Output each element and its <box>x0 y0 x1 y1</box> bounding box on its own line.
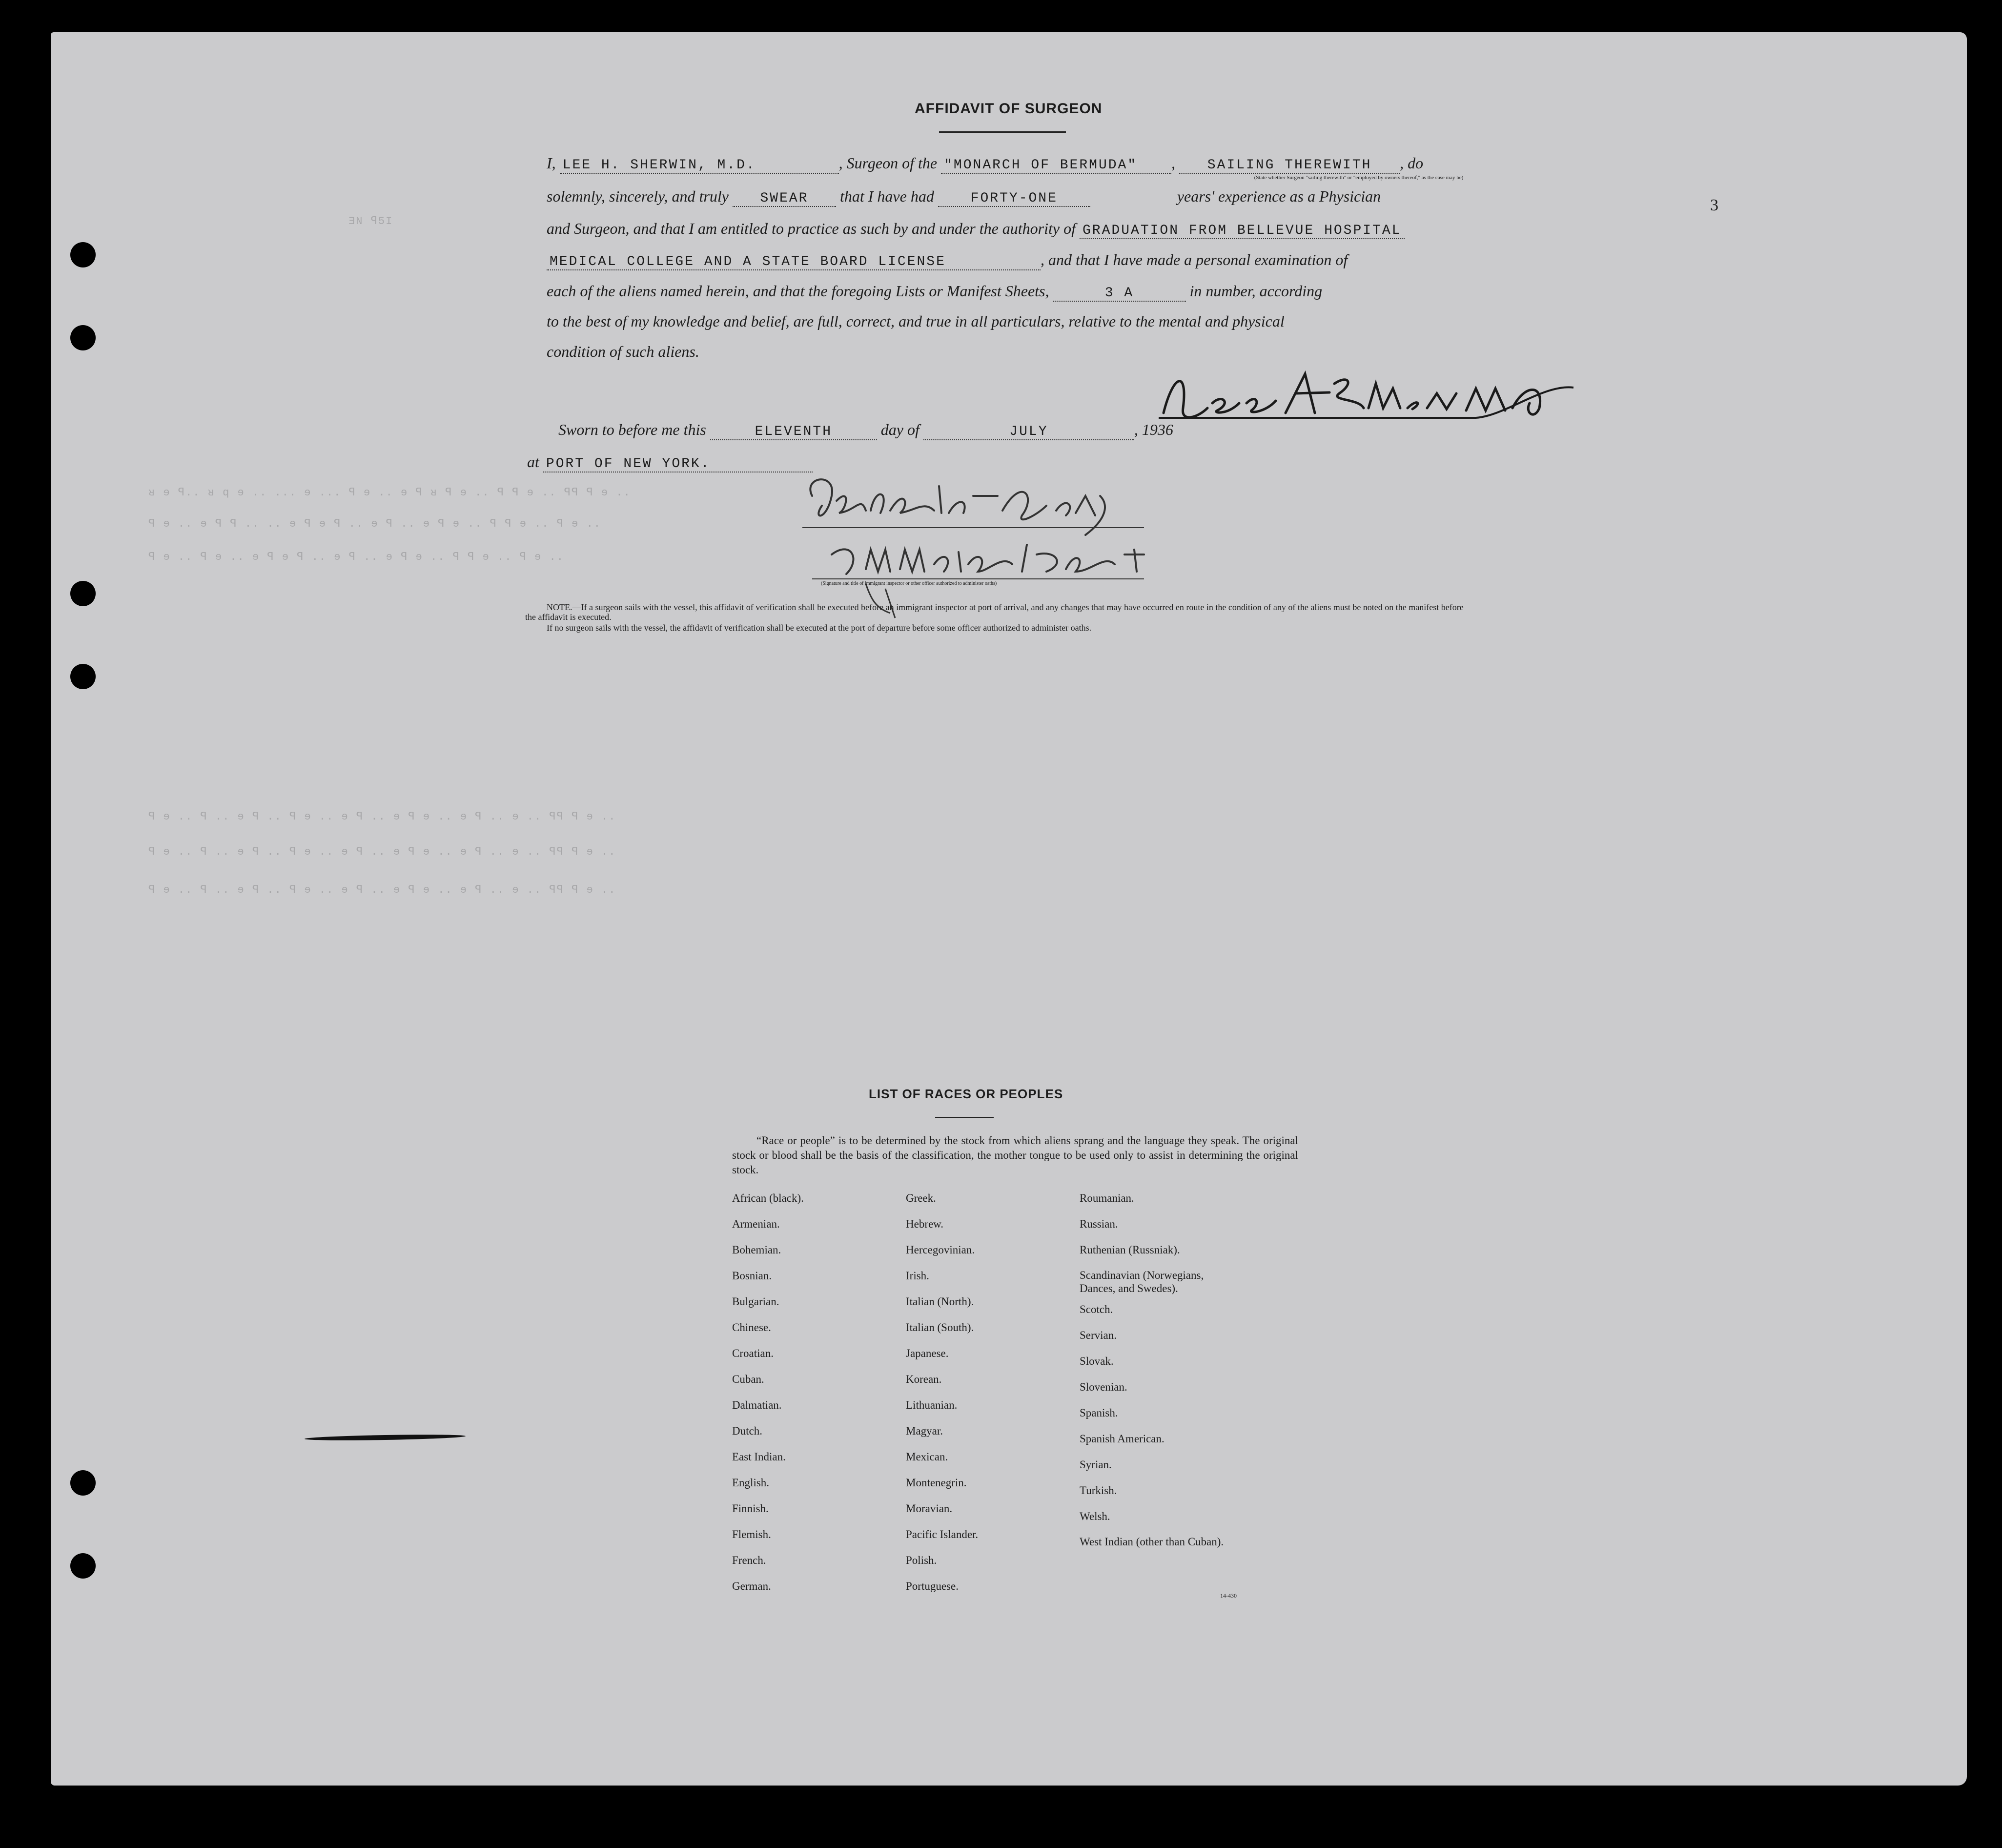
surgeon-status-field: SAILING THEREWITH <box>1179 158 1400 174</box>
race-item: African (black). <box>732 1192 804 1204</box>
affidavit-note-2: If no surgeon sails with the vessel, the affidavit of verification shall be executed at the port of departure before some officer authorized to administer oaths. <box>547 623 1092 633</box>
place-field: PORT OF NEW YORK. <box>543 456 813 472</box>
authority-field-2: MEDICAL COLLEGE AND A STATE BOARD LICENSE <box>547 254 1041 270</box>
race-item: Portuguese. <box>906 1580 959 1592</box>
text-fragment: , and that I have made a personal examination of <box>1041 251 1348 268</box>
races-intro: “Race or people” is to be determined by the stock from which aliens sprang and the language they speak. The original stock or blood shall be the basis of the classification, the mother tongue to be used only to assist in determining the original stock. <box>732 1134 1298 1176</box>
race-item: Italian (South). <box>906 1321 974 1334</box>
race-item: Dalmatian. <box>732 1399 782 1411</box>
title-rule <box>939 131 1066 133</box>
race-item: Cuban. <box>732 1373 764 1385</box>
race-item: Slovak. <box>1080 1355 1114 1367</box>
bleed-through: ꟼ ɘ .. ꟼ .. ɘ ꟼ .. ꟼ ɘ .. ɘ ꟼ .. ɘ ꟼ ɘ .. ɘ ꟼ .. ɘ .. ꟼꟼ ꟼ ɘ .. <box>148 811 616 823</box>
race-item: Chinese. <box>732 1321 771 1334</box>
race-item: Croatian. <box>732 1347 774 1359</box>
status-note: (State whether Surgeon "sailing therewith" or "employed by owners thereof," as the case may be) <box>1254 175 1464 181</box>
race-item: Magyar. <box>906 1425 943 1437</box>
document-page <box>51 32 1967 1786</box>
race-item: West Indian (other than Cuban). <box>1080 1536 1224 1548</box>
race-item: Moravian. <box>906 1502 953 1515</box>
race-item: Welsh. <box>1080 1510 1110 1522</box>
text-fragment: in number, according <box>1189 282 1323 300</box>
affidavit-line-6: to the best of my knowledge and belief, are full, correct, and true in all particulars, relative to the mental and physical <box>547 312 1285 330</box>
affidavit-line-5 <box>547 282 1322 302</box>
officer-caption: (Signature and title of immigrant inspector or other officer authorized to administer oaths) <box>821 581 997 586</box>
bleed-through: ꟼ ɘ .. ɘ ꟼ ꟼ .. .. ɘ ꟼ ɘ ꟼ .. ɘ ꟼ .. ɘ ꟼ ɘ .. ꟼ ꟼ ɘ .. ꟼ ɘ .. <box>148 518 601 530</box>
race-item: Ruthenian (Russniak). <box>1080 1244 1180 1256</box>
race-item: Spanish American. <box>1080 1433 1164 1445</box>
authority-field-1: GRADUATION FROM BELLEVUE HOSPITAL <box>1080 223 1405 239</box>
years-field: FORTY-ONE <box>938 191 1090 207</box>
page-number: 3 <box>1710 196 1718 214</box>
affidavit-line-1: I, LEE H. SHERWIN, M.D. , Surgeon of the "MONARCH OF BERMUDA" , SAILING THEREWITH , do <box>547 154 1424 173</box>
race-item: Spanish. <box>1080 1407 1118 1419</box>
race-item: Dutch. <box>732 1425 762 1437</box>
binder-hole <box>70 242 96 267</box>
race-item: Servian. <box>1080 1329 1117 1341</box>
race-item: Montenegrin. <box>906 1477 967 1489</box>
text-fragment: and Surgeon, and that I am entitled to practice as such by and under the authority of <box>547 220 1076 237</box>
races-column-2 <box>906 1185 978 1599</box>
text-fragment: I, <box>547 154 556 172</box>
bleed-through: ᴚ ɘ ꟼ.. ᴚ q ɘ .. ... ɘ ... ꟼ ɘ .. ɘ ꟼ ᴚ ꟼ ɘ .. ꟼ ꟼ ɘ .. ꟼꟼ ꟼ ɘ .. <box>148 487 631 499</box>
text-fragment: , do <box>1400 154 1424 172</box>
race-item: Turkish. <box>1080 1484 1117 1497</box>
binder-hole <box>70 1553 96 1579</box>
surgeon-name-field: LEE H. SHERWIN, M.D. <box>560 158 839 174</box>
binder-hole <box>70 581 96 606</box>
text-fragment: solemnly, sincerely, and truly <box>547 187 729 205</box>
race-item: Mexican. <box>906 1451 948 1463</box>
text-fragment: years' experience as a Physician <box>1177 187 1381 205</box>
binder-hole <box>70 1470 96 1496</box>
race-item: Korean. <box>906 1373 942 1385</box>
race-item: Bosnian. <box>732 1270 772 1282</box>
race-item: Hebrew. <box>906 1218 944 1230</box>
race-item: German. <box>732 1580 771 1592</box>
race-item: Roumanian. <box>1080 1192 1134 1204</box>
month-field: JULY <box>923 424 1134 440</box>
affidavit-title: AFFIDAVIT OF SURGEON <box>915 101 1103 117</box>
race-item: Irish. <box>906 1270 929 1282</box>
race-item: Pacific Islander. <box>906 1528 979 1540</box>
race-item: Syrian. <box>1080 1458 1112 1471</box>
text-fragment: at <box>527 453 539 471</box>
race-item: Finnish. <box>732 1502 769 1515</box>
race-item: Scandinavian (Norwegians, Dances, and Swedes). <box>1080 1269 1204 1294</box>
races-column-3 <box>1080 1185 1241 1548</box>
oath-field: SWEAR <box>733 191 836 207</box>
race-item: Russian. <box>1080 1218 1118 1230</box>
text-fragment: Sworn to before me this <box>558 421 706 438</box>
affidavit-line-4 <box>547 251 1348 270</box>
form-number: 14-430 <box>1220 1592 1237 1599</box>
race-item: Bulgarian. <box>732 1295 779 1308</box>
race-item: Hercegovinian. <box>906 1244 975 1256</box>
affidavit-note-1: NOTE.—If a surgeon sails with the vessel, this affidavit of verification shall be executed before an immigrant inspector at port of arrival, and any changes that may have occurred en route in the condition of any of the aliens must be noted on the manifest before the affidavit is executed. <box>525 602 1464 622</box>
text-fragment: day of <box>880 421 919 438</box>
ship-name-field: "MONARCH OF BERMUDA" <box>941 158 1171 174</box>
at-line <box>527 453 813 472</box>
text-fragment: that I have had <box>839 187 934 205</box>
binder-hole <box>70 664 96 689</box>
surgeon-signature <box>1154 354 1583 437</box>
text-fragment: each of the aliens named herein, and that the foregoing Lists or Manifest Sheets, <box>547 282 1049 300</box>
race-item: Slovenian. <box>1080 1381 1127 1393</box>
affidavit-line-7: condition of such aliens. <box>547 343 699 360</box>
races-title: LIST OF RACES OR PEOPLES <box>869 1087 1063 1101</box>
text-fragment: , 19 <box>1134 421 1158 438</box>
race-item: Polish. <box>906 1554 937 1566</box>
affidavit-line-3 <box>547 220 1405 239</box>
race-item: Bohemian. <box>732 1244 781 1256</box>
binder-hole <box>70 325 96 350</box>
day-field: ELEVENTH <box>710 424 877 440</box>
bleed-through: ꟼ ɘ .. ꟼ .. ɘ ꟼ .. ꟼ ɘ .. ɘ ꟼ .. ɘ ꟼ ɘ .. ɘ ꟼ .. ɘ .. ꟼꟼ ꟼ ɘ .. <box>148 884 616 896</box>
races-title-rule <box>935 1117 994 1118</box>
bleed-through: ƎN ꟼ5I <box>348 215 393 227</box>
race-item: English. <box>732 1477 770 1489</box>
race-item: Lithuanian. <box>906 1399 958 1411</box>
races-column-1 <box>732 1185 804 1599</box>
race-item: East Indian. <box>732 1451 786 1463</box>
race-item: Greek. <box>906 1192 936 1204</box>
ink-smudge <box>305 1434 466 1441</box>
race-item: Japanese. <box>906 1347 949 1359</box>
bleed-through: ꟼ ɘ .. ꟼ ɘ .. ɘ ꟼ ɘ ꟼ .. ɘ ꟼ .. ɘ ꟼ ɘ .. ꟼ ꟼ ɘ .. ꟼ ɘ .. <box>148 551 564 563</box>
sworn-line <box>558 421 1173 440</box>
race-item: Scotch. <box>1080 1303 1113 1315</box>
affidavit-line-2 <box>547 187 1381 207</box>
race-item: Flemish. <box>732 1528 771 1540</box>
bleed-through: ꟼ ɘ .. ꟼ .. ɘ ꟼ .. ꟼ ɘ .. ɘ ꟼ .. ɘ ꟼ ɘ .. ɘ ꟼ .. ɘ .. ꟼꟼ ꟼ ɘ .. <box>148 846 616 858</box>
year-field: 36 <box>1157 421 1173 438</box>
text-fragment: , Surgeon of the <box>838 154 938 172</box>
race-item: Armenian. <box>732 1218 780 1230</box>
race-item: Italian (North). <box>906 1295 974 1308</box>
race-item: French. <box>732 1554 766 1566</box>
sheets-field: 3 A <box>1053 286 1186 302</box>
